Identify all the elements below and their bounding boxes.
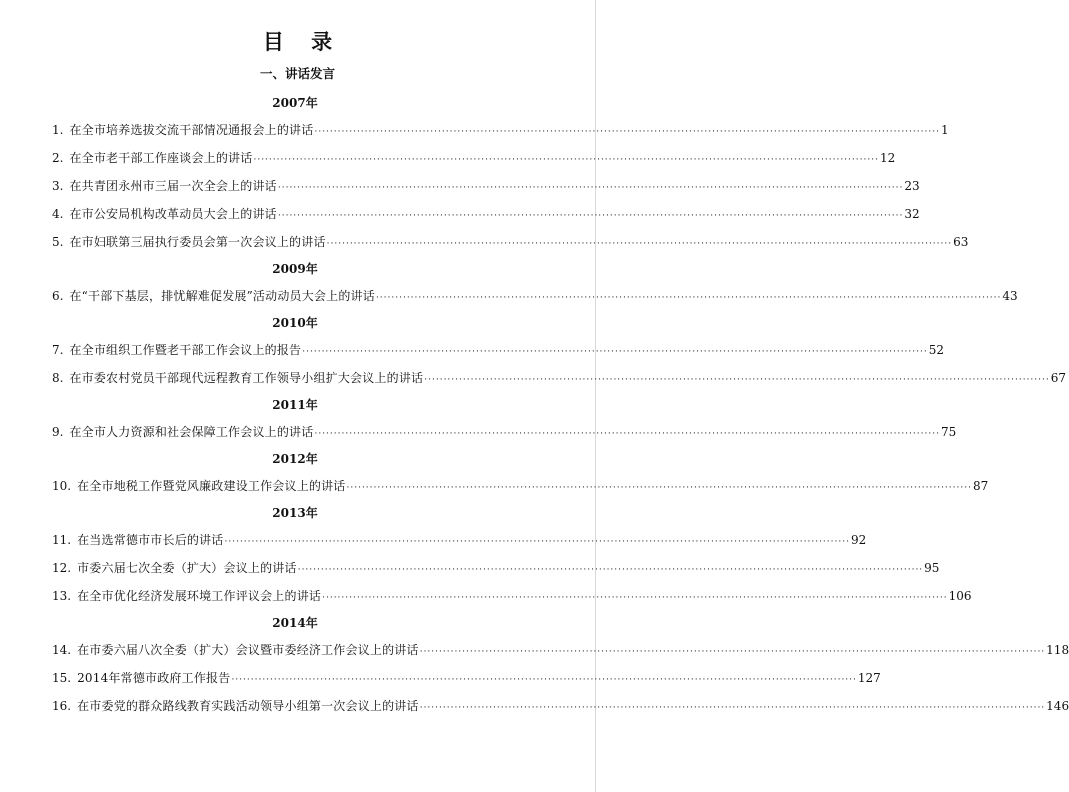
- dot-leader: [420, 694, 1045, 722]
- dot-leader: [278, 202, 903, 230]
- year-heading: 2014年: [272, 616, 318, 630]
- dot-leader: [314, 118, 939, 146]
- entry-page-number: 52: [928, 343, 945, 357]
- toc-entry[interactable]: [52, 364, 1067, 392]
- entry-title: 在全市组织工作暨老干部工作会议上的报告: [69, 343, 302, 357]
- entry-page-number: 118: [1046, 643, 1069, 657]
- dot-leader: [322, 584, 947, 612]
- entry-page-number: 12: [879, 151, 896, 165]
- year-heading: 2007年: [272, 96, 318, 110]
- toc-entry[interactable]: [52, 200, 920, 228]
- entry-title: 在市委农村党员干部现代远程教育工作领导小组扩大会议上的讲话: [69, 371, 424, 385]
- entry-title: 在全市人力资源和社会保障工作会议上的讲话: [69, 425, 314, 439]
- entry-page-number: 23: [904, 179, 920, 193]
- toc-entry[interactable]: [52, 282, 1018, 310]
- year-heading: 2012年: [272, 452, 318, 466]
- entry-page-number: 106: [948, 589, 972, 603]
- toc-entry[interactable]: [52, 228, 969, 256]
- entry-number: 11.: [52, 533, 72, 547]
- entry-page-number: 95: [924, 561, 940, 575]
- entry-title: 2014年常德市政府工作报告: [77, 671, 231, 685]
- entry-number: 16.: [52, 699, 72, 713]
- entry-title: 在“干部下基层，排忧解难促发展”活动动员大会上的讲话: [69, 289, 375, 303]
- entry-title: 在全市优化经济发展环境工作评议会上的讲话: [77, 589, 322, 603]
- dot-leader: [314, 420, 939, 448]
- dot-leader: [347, 474, 972, 502]
- entry-number: 10.: [52, 479, 72, 493]
- toc-entry[interactable]: [52, 144, 896, 172]
- entry-title: 在全市培养选拔交流干部情况通报会上的讲话: [69, 123, 314, 137]
- entry-page-number: 32: [904, 207, 920, 221]
- entry-number: 6.: [52, 289, 64, 303]
- year-heading: 2013年: [272, 506, 318, 520]
- entry-number: 8.: [52, 371, 64, 385]
- dot-leader: [231, 666, 856, 694]
- entry-page-number: 75: [940, 425, 957, 439]
- toc-entry[interactable]: [52, 636, 1069, 664]
- entry-title: 在市公安局机构改革动员大会上的讲话: [69, 207, 277, 221]
- entry-title: 在共青团永州市三届一次全会上的讲话: [69, 179, 277, 193]
- entry-title: 市委六届七次全委（扩大）会议上的讲话: [77, 561, 297, 575]
- toc-entry[interactable]: [52, 116, 949, 144]
- entry-title: 在市委党的群众路线教育实践活动领导小组第一次会议上的讲话: [77, 699, 419, 713]
- dot-leader: [278, 174, 903, 202]
- dot-leader: [302, 338, 927, 366]
- toc-entry[interactable]: [52, 526, 867, 554]
- entry-page-number: 146: [1046, 699, 1069, 713]
- year-heading: 2011年: [272, 398, 318, 412]
- toc-entry[interactable]: [52, 692, 1069, 720]
- entry-title: 在当选常德市市长后的讲话: [77, 533, 224, 547]
- entry-page-number: 63: [953, 235, 969, 249]
- dot-leader: [253, 146, 878, 174]
- entry-page-number: 127: [857, 671, 881, 685]
- toc-entry[interactable]: [52, 554, 940, 582]
- entry-number: 3.: [52, 179, 64, 193]
- dot-leader: [424, 366, 1049, 394]
- entry-number: 1.: [52, 123, 64, 137]
- table-of-contents: [52, 90, 1069, 720]
- year-heading: 2009年: [272, 262, 318, 276]
- entry-title: 在市委六届八次全委（扩大）会议暨市委经济工作会议上的讲话: [77, 643, 419, 657]
- entry-number: 14.: [52, 643, 72, 657]
- dot-leader: [327, 230, 952, 258]
- entry-title: 在全市地税工作暨党风廉政建设工作会议上的讲话: [77, 479, 346, 493]
- toc-entry[interactable]: [52, 336, 945, 364]
- entry-number: 13.: [52, 589, 72, 603]
- toc-entry[interactable]: [52, 172, 920, 200]
- entry-number: 15.: [52, 671, 72, 685]
- toc-entry[interactable]: [52, 582, 972, 610]
- dot-leader: [420, 638, 1045, 666]
- entry-page-number: 92: [850, 533, 867, 547]
- entry-number: 7.: [52, 343, 64, 357]
- entry-title: 在全市老干部工作座谈会上的讲话: [69, 151, 253, 165]
- section-heading: 一、讲话发言: [259, 66, 335, 81]
- page-title: 目 录: [262, 30, 343, 54]
- entry-page-number: 1: [940, 123, 949, 137]
- year-heading: 2010年: [272, 316, 318, 330]
- entry-page-number: 87: [972, 479, 989, 493]
- entry-page-number: 67: [1050, 371, 1067, 385]
- entry-number: 5.: [52, 235, 64, 249]
- entry-number: 4.: [52, 207, 64, 221]
- toc-entry[interactable]: [52, 664, 881, 692]
- entry-number: 12.: [52, 561, 72, 575]
- dot-leader: [298, 556, 923, 584]
- dot-leader: [376, 284, 1001, 312]
- entry-number: 2.: [52, 151, 64, 165]
- entry-page-number: 43: [1002, 289, 1018, 303]
- toc-entry[interactable]: [52, 472, 989, 500]
- dot-leader: [225, 528, 850, 556]
- entry-title: 在市妇联第三届执行委员会第一次会议上的讲话: [69, 235, 326, 249]
- toc-entry[interactable]: [52, 418, 957, 446]
- entry-number: 9.: [52, 425, 64, 439]
